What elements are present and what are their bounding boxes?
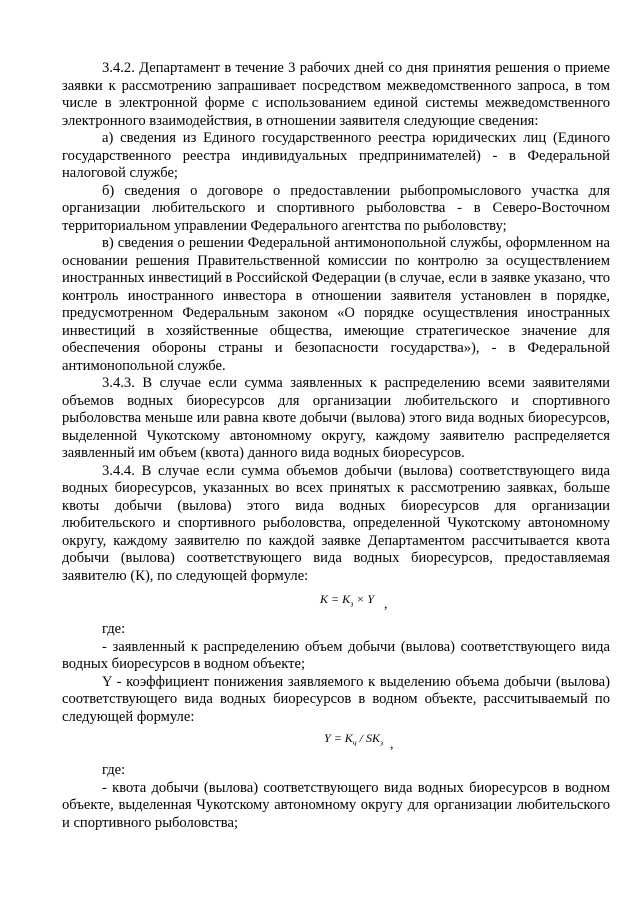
formula-coefficient-expression [324, 730, 383, 752]
definition-kch: - квота добычи (вылова) соответствующего вида водных биоресурсов в водном объекте, выделенная Чукотскому автономному округу для организации любительского и спортивного рыболовства; [62, 779, 610, 831]
formula-times: × [353, 592, 368, 606]
formula-equals: = [328, 592, 343, 606]
definition-kz: - заявленный к распределению объем добычи (вылова) соответствующего вида водных биоресурсов в водном объекте; [62, 638, 610, 672]
formula-coefficient [62, 726, 610, 762]
list-item-v: в) сведения о решении Федеральной антимонопольной службы, оформленном на основании решения Правительственной комиссии по контролю за осуществлением иностранных инвестиций в Российской Федерации (в случае, если в заявке указано, что контроль иностранного инвестора в отношении заявителя установлен в порядке, предусмотренном Федеральным законом «О порядке осуществления иностранных инвестиций в хозяйственные общества, имеющие стратегическое значение для обеспечения обороны страны и безопасности государства»), - в Федеральной антимонопольной службе. [62, 235, 610, 374]
where-label-1: где: [102, 621, 126, 637]
formula-sk: SK [365, 731, 380, 745]
formula-quota-expression [320, 591, 374, 613]
formula-lhs: Y [324, 731, 331, 745]
formula-comma: , [384, 597, 388, 612]
formula-quota [62, 585, 610, 621]
formula-divide: / [356, 731, 366, 745]
document-page [62, 60, 610, 832]
formula-comma: , [390, 737, 394, 752]
formula-k-subscript: з [350, 599, 354, 609]
formula-k: K [342, 592, 351, 606]
formula-k-subscript: ч [352, 738, 357, 748]
definition-y: Y - коэффициент понижения заявляемого к выделению объема добычи (вылова) соответствующего вида водных биоресурсов в водном объекте, рассчитываемый по следующей формуле: [62, 673, 610, 725]
where-label-2: где: [102, 762, 126, 778]
formula-lhs: K [320, 592, 329, 606]
paragraph-3-4-4: 3.4.4. В случае если сумма объемов добычи (вылова) соответствующего вида водных биоресурсов, указанных во всех принятых к рассмотрению заявках, больше квоты добычи (вылова) этого вида водных биоресурсов для организации любительского и спортивного рыболовства, определенной Чукотскому автономному округу, каждому заявителю по каждой заявке Департаментом рассчитывается квота добычи (вылова) соответствующего вида водных биоресурсов, предоставляемая заявителю (К), по следующей формуле: [62, 462, 610, 584]
paragraph-3-4-2: 3.4.2. Департамент в течение 3 рабочих дней со дня принятия решения о приеме заявки к рассмотрению запрашивает посредством межведомственного запроса, в том числе в электронной форме с использованием единой системы межведомственного электронного взаимодействия, в отношении заявителя следующие сведения: [62, 60, 610, 129]
list-item-a: а) сведения из Единого государственного реестра юридических лиц (Единого государственного реестра индивидуальных предпринимателей) - в Федеральной налоговой службе; [62, 130, 610, 181]
formula-equals: = [330, 731, 345, 745]
formula-sk-subscript: з [380, 738, 384, 748]
formula-k: K [344, 731, 353, 745]
formula-y: Y [367, 592, 375, 606]
paragraph-3-4-3: 3.4.3. В случае если сумма заявленных к распределению всеми заявителями объемов водных биоресурсов для организации любительского и спортивного рыболовства меньше или равна квоте добычи (вылова) этого вида водных биоресурсов, выделенной Чукотскому автономному округу, каждому заявителю распределяется заявленный им объем (квота) данного вида водных биоресурсов. [62, 375, 610, 461]
list-item-b: б) сведения о договоре о предоставлении рыбопромыслового участка для организации любительского и спортивного рыболовства - в Северо-Восточном территориальном управлении Федерального агентства по рыболовству; [62, 182, 610, 234]
